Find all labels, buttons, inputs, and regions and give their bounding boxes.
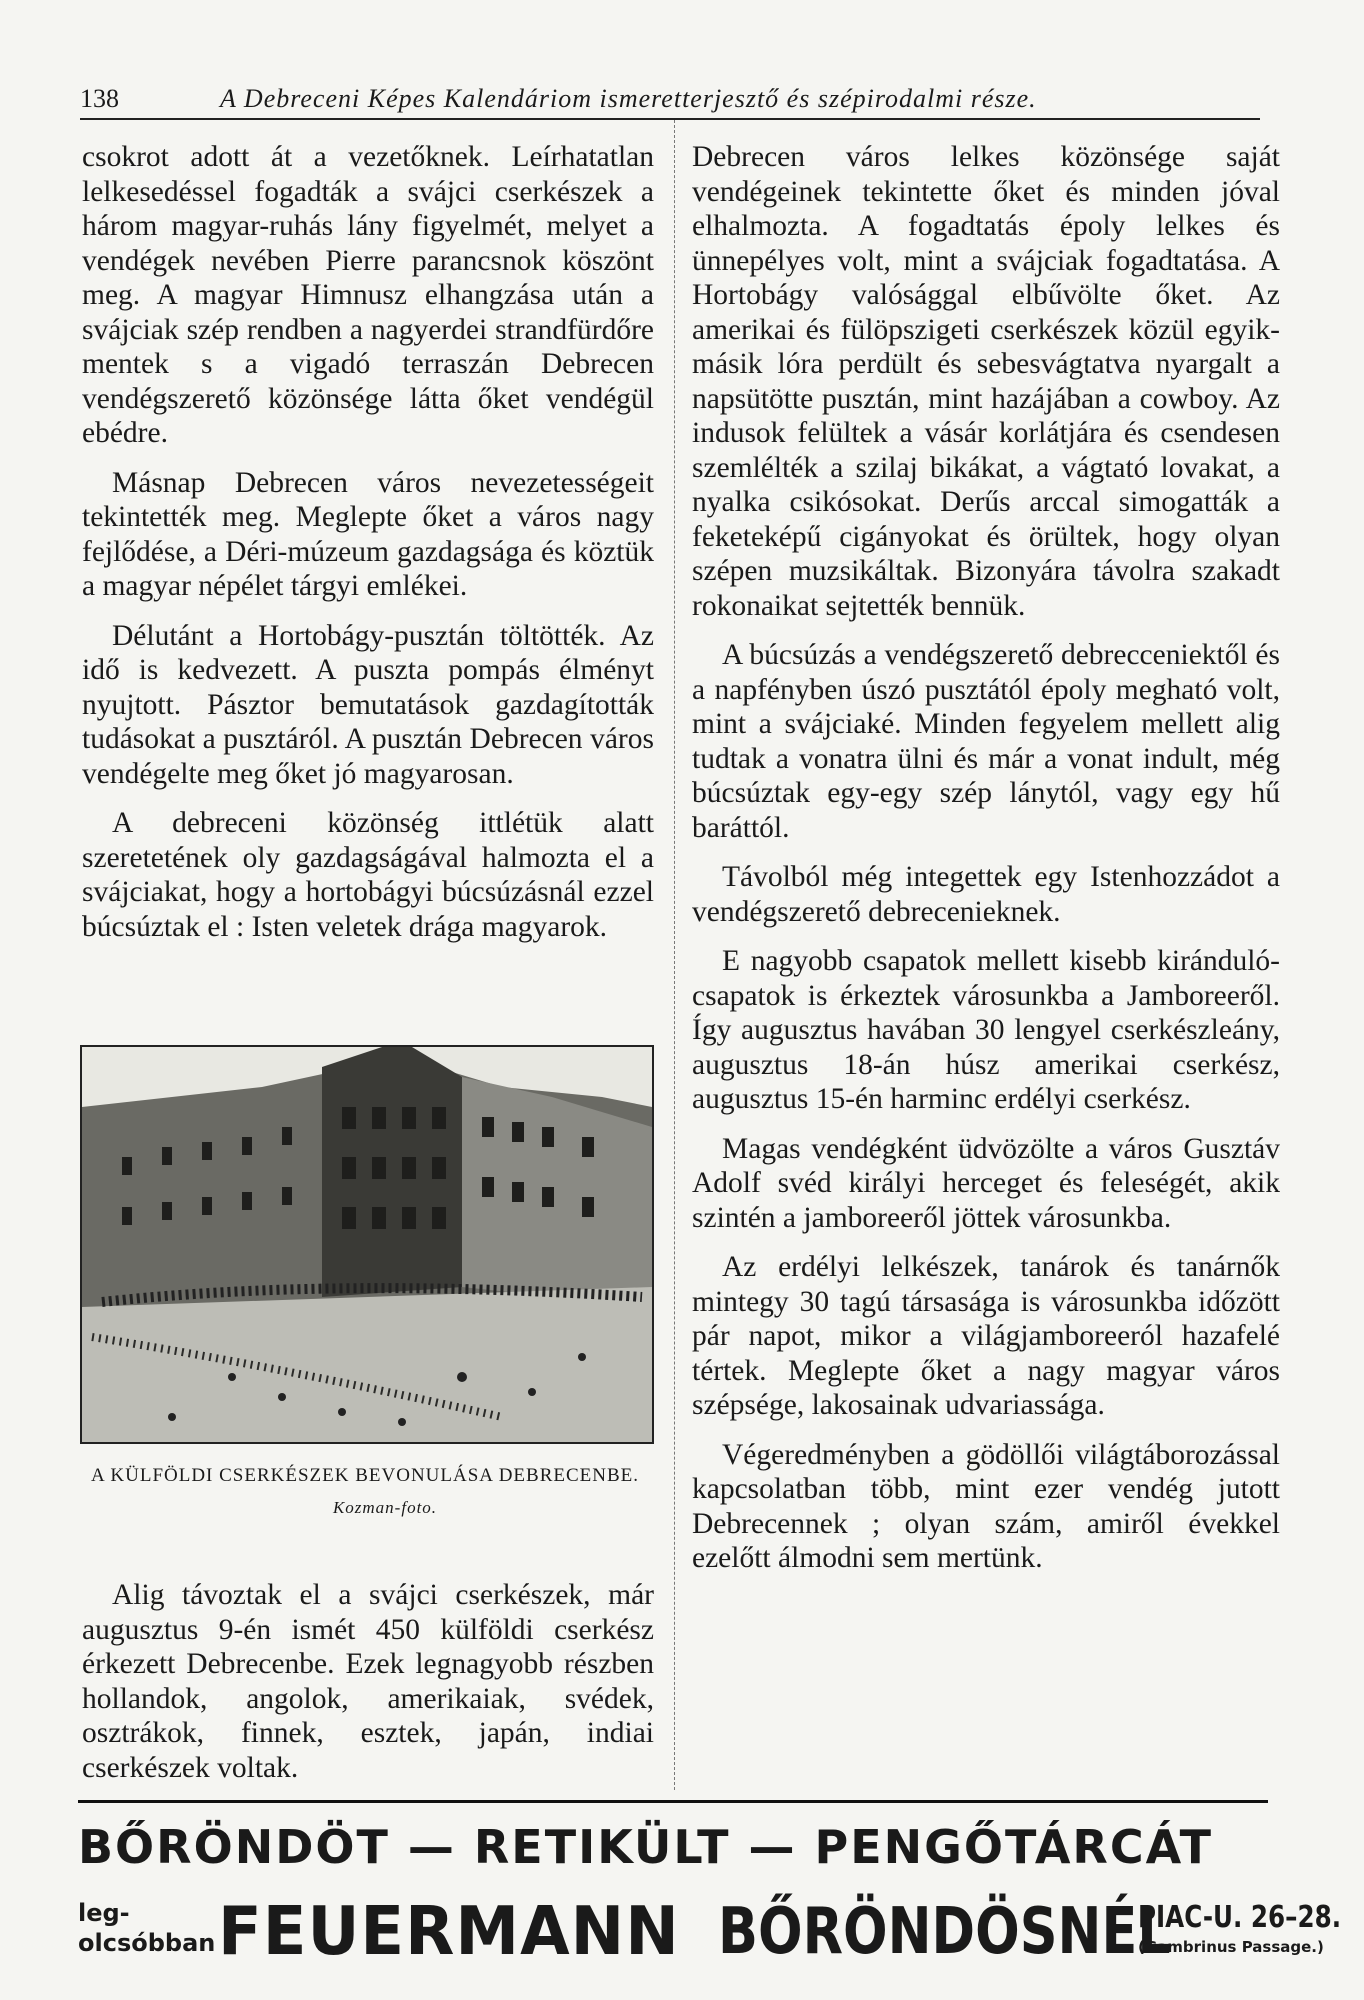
paragraph: Másnap Debrecen város nevezetességeit tekintették meg. Meglepte őket a város nagy fejlődése, a Déri-múzeum gazdagsága és köztük a magyar népélet tárgyi emlékei. bbox=[82, 466, 654, 602]
right-column bbox=[692, 140, 1280, 1591]
ad-small-line: olcsóbban bbox=[78, 1929, 216, 1957]
ad-shop-type: BŐRÖNDÖSNÉL bbox=[718, 1895, 1171, 1969]
ad-address: PIAC-U. 26–28. bbox=[1138, 1900, 1342, 1935]
paragraph: A búcsúzás a vendégszerető debrecceniektől és a napfényben úszó pusztától époly megható volt, mint a svájciaké. Minden fegyelem mellett alig tudtak a vonatra ülni és már a vonat indult, még búcsúztak egy-egy szép lánytól, vagy egy hű baráttól. bbox=[692, 639, 1280, 844]
street-photo bbox=[80, 1045, 654, 1444]
paragraph: E nagyobb csapatok mellett kisebb kiránduló-csapatok is érkeztek városunkba a Jamboreeről. Így augusztus havában 30 lengyel cserkészleány, augusztus 18-án húsz amerikai cserkész, augusztus 15-én harminc erdélyi cserkész. bbox=[692, 945, 1280, 1115]
paragraph: Távolból még integettek egy Istenhozzádot a vendégszerető debrecenieknek. bbox=[692, 861, 1280, 928]
running-title: A Debreceni Képes Kalendáriom ismeretterjesztő és szépirodalmi része. bbox=[220, 84, 1037, 113]
photo-caption bbox=[80, 1460, 650, 1524]
page-header bbox=[80, 78, 1260, 120]
ad-small-line: leg- bbox=[78, 1899, 130, 1927]
advertisement-rule bbox=[78, 1800, 1268, 1803]
caption-text: A KÜLFÖLDI CSERKÉSZEK BEVONULÁSA DEBRECENBE. bbox=[90, 1465, 640, 1486]
left-column-bottom bbox=[82, 1578, 654, 1800]
paragraph: Debrecen város lelkes közönsége saját vendégeinek tekintette őket és minden jóval elhalmozta. A fogadtatás époly lelkes és ünnepélyes volt, mint a svájciak fogadtatása. A Hortobágy valósággal elbűvölte őket. Az amerikai és fülöpszigeti cserkészek közül egyik-másik lóra perdült és sebesvágtatva nyargalt a napsütötte pusztán, mint hazájában a cowboy. Az indusok felültek a vásár korlátjára és csendesen szemlélték a szilaj bikákat, a vágtató lovakat, a nyalka csikósokat. Derűs arccal simogatták a feketeképű cigányokat és örültek, hogy olyan szépen muzsikáltak. Bizonyára távolra szakadt rokonaikat sejtették bennük. bbox=[692, 141, 1280, 622]
paragraph: Az erdélyi lelkészek, tanárok és tanárnők mintegy 30 tagú társasága is városunkba időzött pár napot, mikor a világjamboreeról hazafelé tértek. Meglepte őket a nagy magyar város szépsége, lakosainak udvariassága. bbox=[692, 1251, 1280, 1421]
ad-shop-owner: FEUERMANN bbox=[218, 1893, 680, 1971]
paragraph: Végeredményben a gödöllői világtáborozással kapcsolatban több, mint ezer vendég jutott Debrecennek ; olyan szám, amiről évekkel ezelőtt álmodni sem mertünk. bbox=[692, 1438, 1280, 1574]
column-divider bbox=[674, 120, 675, 1790]
paragraph: Délutánt a Hortobágy-pusztán töltötték. Az idő is kedvezett. A puszta pompás élményt nyujtott. Pásztor bemutatások gazdagították tudásokat a pusztáról. A pusztán Debrecen város vendégelte meg őket jó magyarosan. bbox=[82, 619, 654, 790]
paragraph: Magas vendégként üdvözölte a város Gusztáv Adolf svéd királyi herceget és feleségét, akik szintén a jamboreeről jöttek városunkba. bbox=[692, 1132, 1280, 1234]
ad-small-text bbox=[78, 1898, 215, 1958]
paragraph: csokrot adott át a vezetőknek. Leírhatatlan lelkesedéssel fogadták a svájci cserkészek a három magyar-ruhás lány figyelmét, melyet a vendégek nevében Pierre parancsnok köszönt meg. A magyar Himnusz elhangzása után a svájciak szép rendben a nagyerdei strandfürdőre mentek s a vigadó terraszán Debrecen vendégszerető közönsége látta őket vendégül ebédre. bbox=[82, 141, 654, 449]
ad-address-note: (Gambrinus Passage.) bbox=[1138, 1938, 1324, 1956]
paragraph: Alig távoztak el a svájci cserkészek, már augusztus 9-én ismét 450 külföldi cserkész érkezett Debrecenbe. Ezek legnagyobb részben hollandok, angolok, amerikaiak, svédek, osztrákok, finnek, esztek, japán, indiai cserkészek voltak. bbox=[82, 1579, 654, 1784]
page-number: 138 bbox=[80, 84, 119, 113]
advertisement bbox=[78, 1890, 1342, 1980]
paragraph: A debreceni közönség ittlétük alatt szeretetének oly gazdagságával halmozta el a svájciakat, hogy a hortobágyi búcsúzásnál ezzel búcsúztak el : Isten veletek drága magyarok. bbox=[82, 807, 654, 943]
left-column bbox=[82, 140, 654, 959]
photo-credit: Kozman-foto. bbox=[332, 1498, 438, 1517]
ad-headline: BŐRÖNDÖT — RETIKÜLT — PENGŐTÁRCÁT bbox=[78, 1820, 1214, 1874]
